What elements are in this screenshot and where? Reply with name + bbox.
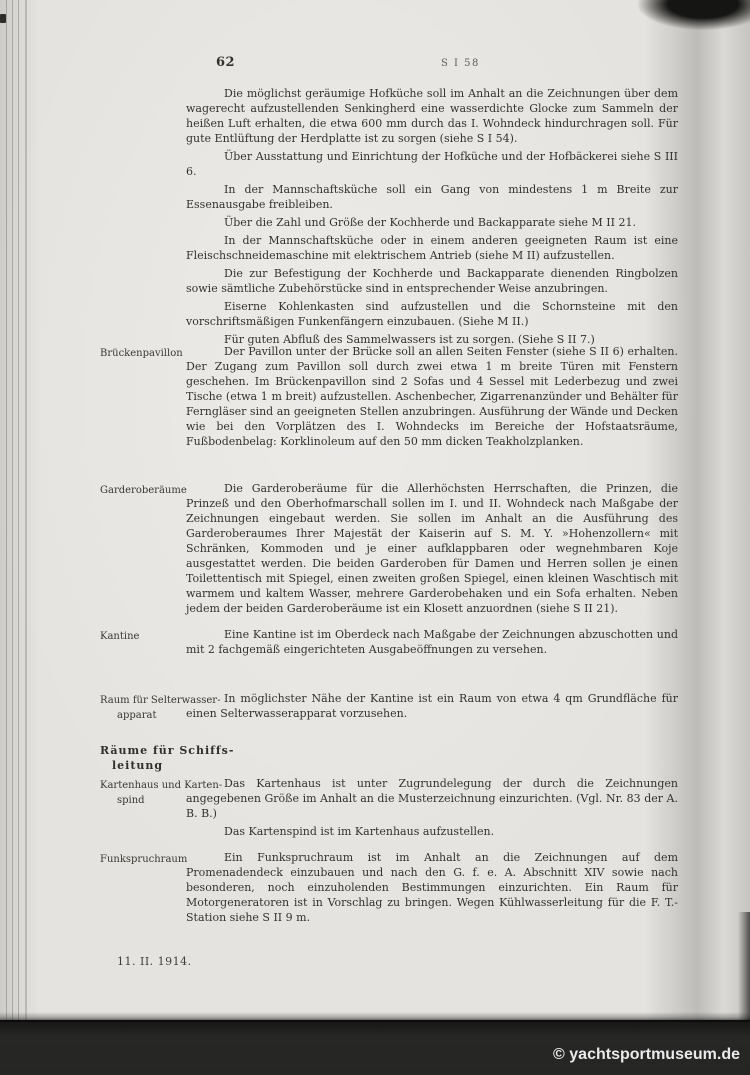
paragraph: Für guten Abfluß des Sammelwassers ist zu sorgen. (Siehe S II 7.) bbox=[224, 333, 595, 346]
body-column bbox=[186, 850, 678, 925]
section-hofkueche bbox=[0, 86, 750, 350]
scan-edge-shadow bbox=[738, 912, 750, 1022]
paragraph: In der Mannschaftsküche soll ein Gang von mindestens 1 m Breite zur Essenausgabe freibleiben. bbox=[186, 183, 678, 211]
scan-edge-mark bbox=[0, 14, 6, 23]
section-selterwasserapparat bbox=[0, 691, 750, 724]
margin-heading: Brückenpavillon bbox=[100, 348, 183, 359]
section-garderoberaeume bbox=[0, 481, 750, 619]
running-head-section-ref: S I 58 bbox=[441, 58, 480, 69]
paragraph: Der Pavillon unter der Brücke soll an allen Seiten Fenster (siehe S II 6) erhalten. Der Zugang zum Pavillon soll durch zwei etwa 1 m breite Türen mit Fenstern geschehen. Im Brückenpavillon sind 2 Sofas und 4 Sessel mit Lederbezug und zwei Tische (etwa 1 m breit) aufzustellen. Aschenbecher, Zigarrenanzünder und Behälter für Ferngläser sind an geeigneten Stellen anzubringen. Ausführung der Wände und Decken wie bei den Vorplätzen des I. Wohndecks im Bereiche der Hofstaatsräume, Fußbodenbelag: Korklinoleum auf den 50 mm dicken Teakholzplanken. bbox=[186, 345, 678, 448]
paragraph: Die Garderoberäume für die Allerhöchsten Herrschaften, die Prinzen, die Prinzeß und den Oberhofmarschall sollen im I. und II. Wohndeck nach Maßgabe der Zeichnungen eingebaut werden. Sie sollen im Anhalt an die Ausführung des Garderoberaumes Ihrer Majestät der Kaiserin auf S. M. Y. »Hohenzollern« mit Schränken, Kommoden und je einer aufklappbaren oder wegnehmbaren Koje ausgestattet werden. Die beiden Garderoben für Damen und Herren sollen je einen Toilettentisch mit Spiegel, einen zweiten großen Spiegel, einen kleinen Waschtisch mit warmem und kaltem Wasser, mehrere Garderobehaken und ein Sofa erhalten. Neben jedem der beiden Garderoberäume ist ein Klosett anzuordnen (siehe S II 21). bbox=[186, 482, 678, 615]
paragraph: Ein Funkspruchraum ist im Anhalt an die Zeichnungen auf dem Promenadendeck einzubauen und nach den G. f. e. A. Abschnitt XIV sowie nach besonderen, noch einzuholenden Bestimmungen einzurichten. Ein Raum für Motorgeneratoren ist in Vorschlag zu bringen. Wegen Kühlwasserleitung für die F. T.-Station siehe S II 9 m. bbox=[186, 851, 678, 924]
paragraph: Über die Zahl und Größe der Kochherde und Backapparate siehe M II 21. bbox=[224, 216, 636, 229]
section-kartenhaus bbox=[0, 776, 750, 842]
document-date: 11. II. 1914. bbox=[117, 955, 192, 968]
watermark-text: © yachtsportmuseum.de bbox=[553, 1046, 740, 1063]
margin-heading: Raum für Selterwasser- apparat bbox=[100, 695, 221, 721]
body-column bbox=[186, 86, 678, 347]
watermark-bar bbox=[0, 1020, 750, 1075]
margin-heading: Garderoberäume bbox=[100, 485, 187, 496]
paragraph: In der Mannschaftsküche oder in einem anderen geeigneten Raum ist eine Fleischschneidemaschine mit elektrischem Antrieb (siehe M II) aufzustellen. bbox=[186, 234, 678, 262]
page-number: 62 bbox=[216, 55, 236, 70]
section-funkspruchraum bbox=[0, 850, 750, 928]
paragraph: In möglichster Nähe der Kantine ist ein Raum von etwa 4 qm Grundfläche für einen Selterwasserapparat vorzusehen. bbox=[186, 692, 678, 720]
paragraph: Eine Kantine ist im Oberdeck nach Maßgabe der Zeichnungen abzuschotten und mit 2 fachgemäß eingerichteten Ausgabeöffnungen zu versehen. bbox=[186, 628, 678, 656]
margin-heading: Kartenhaus und Karten- spind bbox=[100, 780, 223, 806]
body-column bbox=[186, 344, 678, 449]
body-column bbox=[186, 481, 678, 616]
paragraph: Das Kartenspind ist im Kartenhaus aufzustellen. bbox=[224, 825, 495, 838]
section-kantine bbox=[0, 627, 750, 660]
paragraph: Die möglichst geräumige Hofküche soll im Anhalt an die Zeichnungen über dem wagerecht aufzustellenden Senkingherd eine wasserdichte Glocke zum Sammeln der heißen Luft erhalten, die etwa 600 mm durch das I. Wohndeck hindurchragen soll. Für gute Entlüftung der Herdplatte ist zu sorgen (siehe S I 54). bbox=[186, 87, 678, 145]
section-brueckenpavillon bbox=[0, 344, 750, 452]
body-column bbox=[186, 691, 678, 721]
margin-group-heading: Räume für Schiffs- leitung bbox=[100, 744, 235, 772]
paragraph: Über Ausstattung und Einrichtung der Hofküche und der Hofbäckerei siehe S III 6. bbox=[186, 150, 678, 178]
paragraph: Die zur Befestigung der Kochherde und Backapparate dienenden Ringbolzen sowie sämtliche Zubehörstücke sind in entsprechender Weise anzubringen. bbox=[186, 267, 678, 295]
body-column bbox=[186, 776, 678, 839]
paragraph: Eiserne Kohlenkasten sind aufzustellen und die Schornsteine mit den vorschriftsmäßigen Funkenfängern einzubauen. (Siehe M II.) bbox=[186, 300, 678, 328]
scan-corner-shadow bbox=[638, 0, 750, 30]
margin-heading: Funkspruchraum bbox=[100, 854, 188, 865]
paragraph: Das Kartenhaus ist unter Zugrundelegung der durch die Zeichnungen angegebenen Größe im Anhalt an die Musterzeichnung einzurichten. (Vgl. Nr. 83 der A. B. B.) bbox=[186, 777, 678, 820]
body-column bbox=[186, 627, 678, 657]
margin-heading: Kantine bbox=[100, 631, 140, 642]
